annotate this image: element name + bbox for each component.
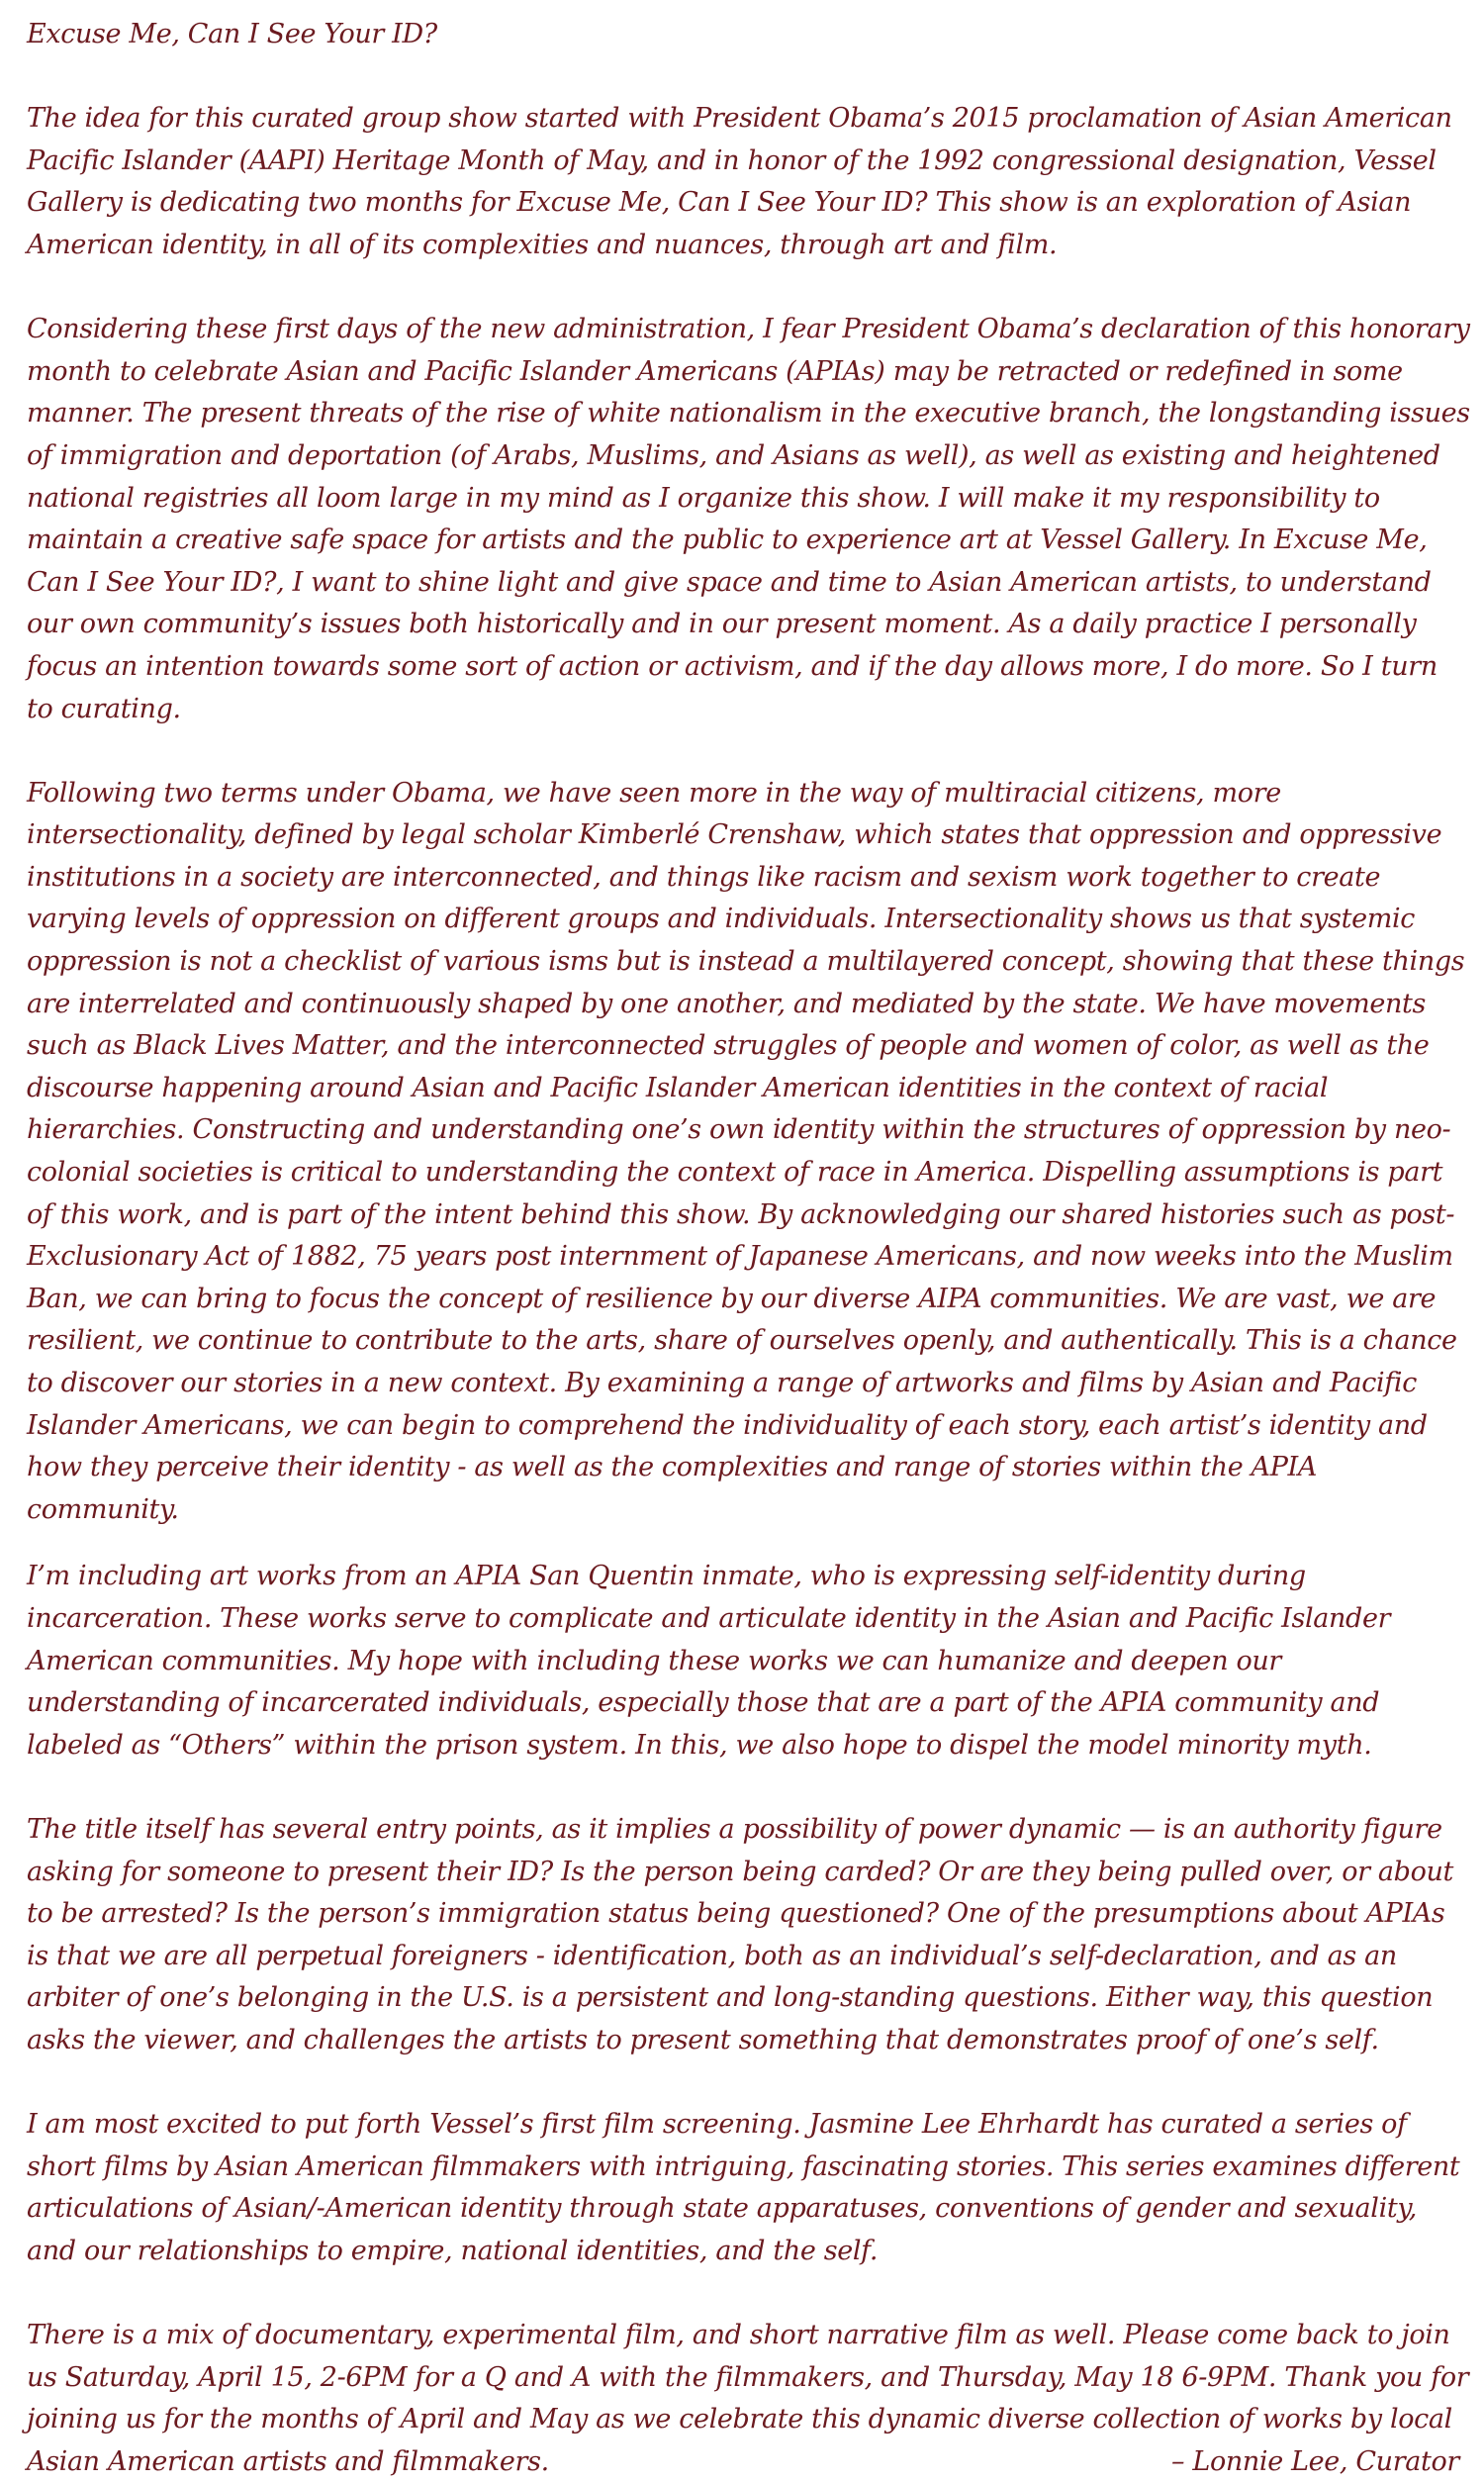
- paragraph-closing: [27, 2315, 1471, 2483]
- paragraph-show-origin: The idea for this curated group show started with President Obama’s 2015 proclamation of Asian American Pacific Islander (AAPI) Heritage Month of May, and in honor of the 1992 congressional designation, Vessel Gallery is dedicating two months for Excuse Me, Can I See Your ID? This show is an exploration of Asian American identity, in all of its complexities and nuances, through art and film.: [27, 103, 1452, 260]
- document-title: Excuse Me, Can I See Your ID?: [27, 19, 437, 49]
- paragraph-administration-concerns: Considering these first days of the new administration, I fear President Obama’s declaration of this honorary month to celebrate Asian and Pacific Islander Americans (APIAs) may be retracted or redefined in some manner. The present threats of the rise of white nationalism in the executive branch, the longstanding issues of immigration and deportation (of Arabs, Muslims, and Asians as well), as well as existing and heightened national registries all loom large in my mind as I organize this show. I will make it my responsibility to maintain a creative safe space for artists and the public to experience art at Vessel Gallery. In Excuse Me, Can I See Your ID?, I want to shine light and give space and time to Asian American artists, to understand our own community’s issues both historically and in our present moment. As a daily practice I personally focus an intention towards some sort of action or activism, and if the day allows more, I do more. So I turn to curating.: [27, 314, 1470, 724]
- paragraph-film-screening: I am most excited to put forth Vessel’s first film screening. Jasmine Lee Ehrhardt has curated a series of short films by Asian American filmmakers with intriguing, fascinating stories. This series examines different articulations of Asian/-American identity through state apparatuses, conventions of gender and sexuality, and our relationships to empire, national identities, and the self.: [27, 2109, 1460, 2266]
- curator-signature: – Lonnie Lee, Curator: [1170, 2445, 1459, 2477]
- closing-text: There is a mix of documentary, experimental film, and short narrative film as well. Please come back to join us Saturday, April 15, 2-6PM for a Q and A with the filmmakers, and Thursday, May 18 6-9PM. Thank you for joining us for the months of April and May as we celebrate this dynamic diverse collection of works by local Asian American artists and filmmakers.: [27, 2320, 1469, 2477]
- paragraph-title-meaning: The title itself has several entry points, as it implies a possibility of power dynamic — is an authority figure asking for someone to present their ID? Is the person being carded? Or are they being pulled over, or about to be arrested? Is the person’s immigration status being questioned? One of the presumptions about APIAs is that we are all perpetual foreigners - identification, both as an individual’s self-declaration, and as an arbiter of one’s belonging in the U.S. is a persistent and long-standing questions. Either way, this question asks the viewer, and challenges the artists to present something that demonstrates proof of one’s self.: [27, 1813, 1454, 2055]
- paragraph-incarcerated-artist: I’m including art works from an APIA San Quentin inmate, who is expressing self-identity during incarceration. These works serve to complicate and articulate identity in the Asian and Pacific Islander American communities. My hope with including these works we can humanize and deepen our understanding of incarcerated individuals, especially those that are a part of the APIA community and labeled as “Others” within the prison system. In this, we also hope to dispel the model minority myth.: [27, 1561, 1391, 1761]
- curatorial-statement: [27, 14, 1471, 2483]
- paragraph-intersectionality: Following two terms under Obama, we have seen more in the way of multiracial citizens, more intersectionality, defined by legal scholar Kimberlé Crenshaw, which states that oppression and oppressive institutions in a society are interconnected, and things like racism and sexism work together to create varying levels of oppression on different groups and individuals. Intersectionality shows us that systemic oppression is not a checklist of various isms but is instead a multilayered concept, showing that these things are interrelated and continuously shaped by one another, and mediated by the state. We have movements such as Black Lives Matter, and the interconnected struggles of people and women of color, as well as the discourse happening around Asian and Pacific Islander American identities in the context of racial hierarchies. Constructing and understanding one’s own identity within the structures of oppression by neo-colonial societies is critical to understanding the context of race in America. Dispelling assumptions is part of this work, and is part of the intent behind this show. By acknowledging our shared histories such as post-Exclusionary Act of 1882, 75 years post internment of Japanese Americans, and now weeks into the Muslim Ban, we can bring to focus the concept of resilience by our diverse AIPA communities. We are vast, we are resilient, we continue to contribute to the arts, share of ourselves openly, and authentically. This is a chance to discover our stories in a new context. By examining a range of artworks and films by Asian and Pacific Islander Americans, we can begin to comprehend the individuality of each story, each artist’s identity and how they perceive their identity - as well as the complexities and range of stories within the APIA community.: [27, 777, 1465, 1525]
